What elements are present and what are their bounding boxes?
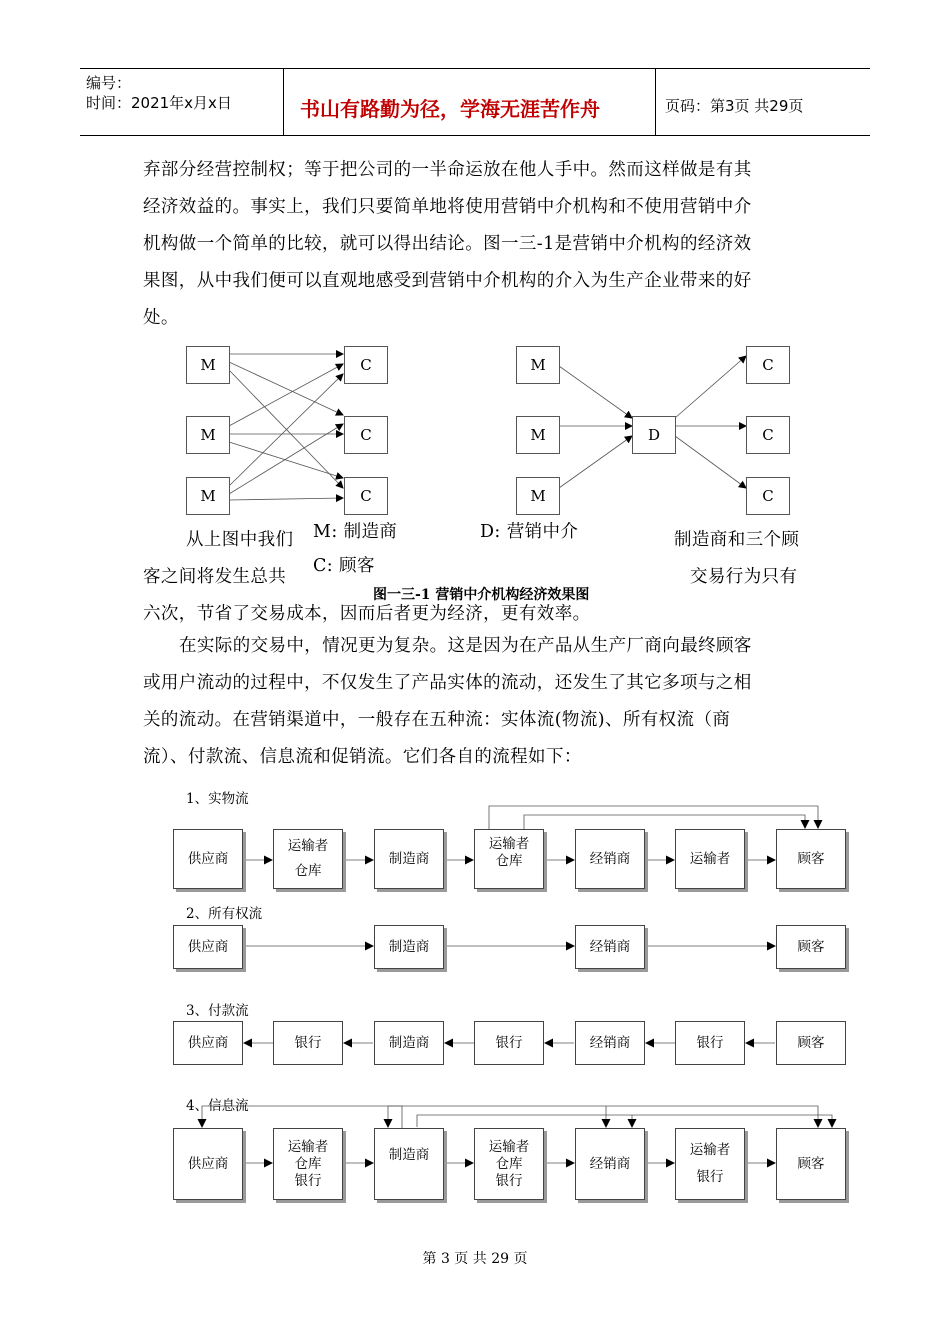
flow-box-label: 供应商: [187, 938, 229, 955]
flow-box: [474, 1021, 544, 1065]
overlap-text-line3: 六次，节省了交易成本，因而后者更为经济，更有效率。: [143, 604, 591, 624]
flow-box-label: 顾客: [797, 938, 825, 955]
flow-box-label: 仓库: [495, 1155, 523, 1172]
flow-box-label: 制造商: [388, 850, 430, 867]
flow-box: [173, 1021, 243, 1065]
flow-box: [173, 829, 243, 889]
flow-box: [675, 1128, 745, 1200]
flow-box-label: 经销商: [589, 1034, 631, 1051]
manufacturer-node: M: [186, 346, 230, 384]
flow-box: [575, 829, 645, 889]
flow-box: [575, 1021, 645, 1065]
flow-box-label: 仓库: [294, 1155, 322, 1172]
time-label: 时间：2021年x月x日: [86, 94, 232, 112]
flow-box-label: 银行: [696, 1169, 724, 1185]
paragraph-line: 机构做一个简单的比较，就可以得出结论。图一三-1是营销中介机构的经济效: [143, 234, 752, 254]
manufacturer-node: M: [516, 477, 560, 515]
paragraph-line: 关的流动。在营销渠道中，一般存在五种流：实体流(物流)、所有权流（商: [143, 710, 731, 730]
flow-box-label: 运输者: [287, 1138, 329, 1155]
flow-box-label: 制造商: [388, 938, 430, 955]
flow-box: [474, 1128, 544, 1200]
customer-node: C: [746, 477, 790, 515]
customer-node: C: [344, 477, 388, 515]
paragraph-line: 果图，从中我们便可以直观地感受到营销中介机构的介入为生产企业带来的好: [143, 271, 752, 291]
customer-node: C: [746, 346, 790, 384]
paragraph-line: 弃部分经营控制权；等于把公司的一半命运放在他人手中。然而这样做是有其: [143, 160, 752, 180]
overlap-text-line2-left: 客之间将发生总共: [143, 567, 287, 587]
flow-box: [273, 829, 343, 889]
flow-box: [374, 829, 444, 889]
customer-node: C: [344, 416, 388, 454]
flow-box: [173, 925, 243, 969]
flow-title-payment: 3、付款流: [186, 1003, 249, 1019]
flow-box-label: 银行: [696, 1034, 724, 1051]
flow-box-label: 经销商: [589, 850, 631, 867]
flow-box-label: 制造商: [388, 1147, 430, 1163]
legend-customer: C: 顾客: [313, 556, 375, 576]
customer-node: C: [344, 346, 388, 384]
paragraph-line: 流）、付款流、信息流和促销流。它们各自的流程如下：: [143, 747, 582, 767]
intermediary-node: D: [632, 416, 676, 454]
paragraph-line: 在实际的交易中，情况更为复杂。这是因为在产品从生产厂商向最终顾客: [179, 636, 752, 656]
flow-box-label: 银行: [495, 1034, 523, 1051]
page-footer: 第 3 页 共 29 页: [422, 1251, 528, 1267]
flow-box: [675, 829, 745, 889]
flow-box: [776, 829, 846, 889]
flow-box: [273, 1021, 343, 1065]
flow-box-label: 运输者: [689, 1142, 731, 1158]
header-motto: 书山有路勤为径，学海无涯苦作舟: [300, 97, 600, 121]
flow-box-label: 仓库: [294, 863, 322, 879]
overlap-text-line1-left: 从上图中我们: [186, 530, 294, 550]
flow-box-label: 银行: [495, 1172, 523, 1189]
flow-box: [776, 1128, 846, 1200]
flow-box: [273, 1128, 343, 1200]
figure-caption: 图一三-1 营销中介机构经济效果图: [373, 587, 590, 603]
legend-intermediary: D: 营销中介: [480, 522, 579, 542]
flow-box-label: 供应商: [187, 1155, 229, 1172]
legend-manufacturer: M: 制造商: [313, 522, 398, 542]
flow-box: [575, 925, 645, 969]
flow-box: [776, 925, 846, 969]
paragraph-line: 处。: [143, 308, 179, 328]
serial-label: 编号：: [86, 74, 132, 92]
flow-box: [474, 829, 544, 889]
flow-box-label: 供应商: [187, 1034, 229, 1051]
flow-box: [776, 1021, 846, 1065]
flow-box-label: 经销商: [589, 938, 631, 955]
flow-box-label: 银行: [294, 1034, 322, 1051]
flow-title-ownership: 2、所有权流: [186, 906, 263, 922]
flow-box: [173, 1128, 243, 1200]
flow-box-label: 运输者: [488, 1138, 530, 1155]
flow-box-label: 供应商: [187, 850, 229, 867]
manufacturer-node: M: [186, 416, 230, 454]
flow-box: [374, 1021, 444, 1065]
manufacturer-node: M: [516, 346, 560, 384]
customer-node: C: [746, 416, 790, 454]
overlap-text-line1-right: 制造商和三个顾: [674, 530, 800, 550]
flow-box: [374, 1128, 444, 1200]
flow-box-label: 顾客: [797, 1034, 825, 1051]
flow-box: [374, 925, 444, 969]
flow-box-label: 顾客: [797, 1155, 825, 1172]
flow-title-information: 4、信息流: [186, 1098, 249, 1114]
flow-box-label: 银行: [294, 1172, 322, 1189]
flow-box-label: 制造商: [388, 1034, 430, 1051]
flow-box: [675, 1021, 745, 1065]
flow-box-label: 经销商: [589, 1155, 631, 1172]
flow-title-physical: 1、实物流: [186, 791, 249, 807]
page-info: 页码：第3页 共29页: [665, 97, 804, 115]
flow-box-label: 运输者: [689, 850, 731, 867]
manufacturer-node: M: [516, 416, 560, 454]
flow-box-label: 仓库: [495, 853, 523, 869]
paragraph-line: 或用户流动的过程中，不仅发生了产品实体的流动，还发生了其它多项与之相: [143, 673, 752, 693]
flow-box-label: 顾客: [797, 850, 825, 867]
overlap-text-line2-right: 交易行为只有: [690, 567, 798, 587]
flow-box-label: 运输者: [287, 838, 329, 854]
flow-box-label: 运输者: [488, 836, 530, 852]
manufacturer-node: M: [186, 477, 230, 515]
paragraph-line: 经济效益的。事实上，我们只要简单地将使用营销中介机构和不使用营销中介: [143, 197, 752, 217]
flow-box: [575, 1128, 645, 1200]
